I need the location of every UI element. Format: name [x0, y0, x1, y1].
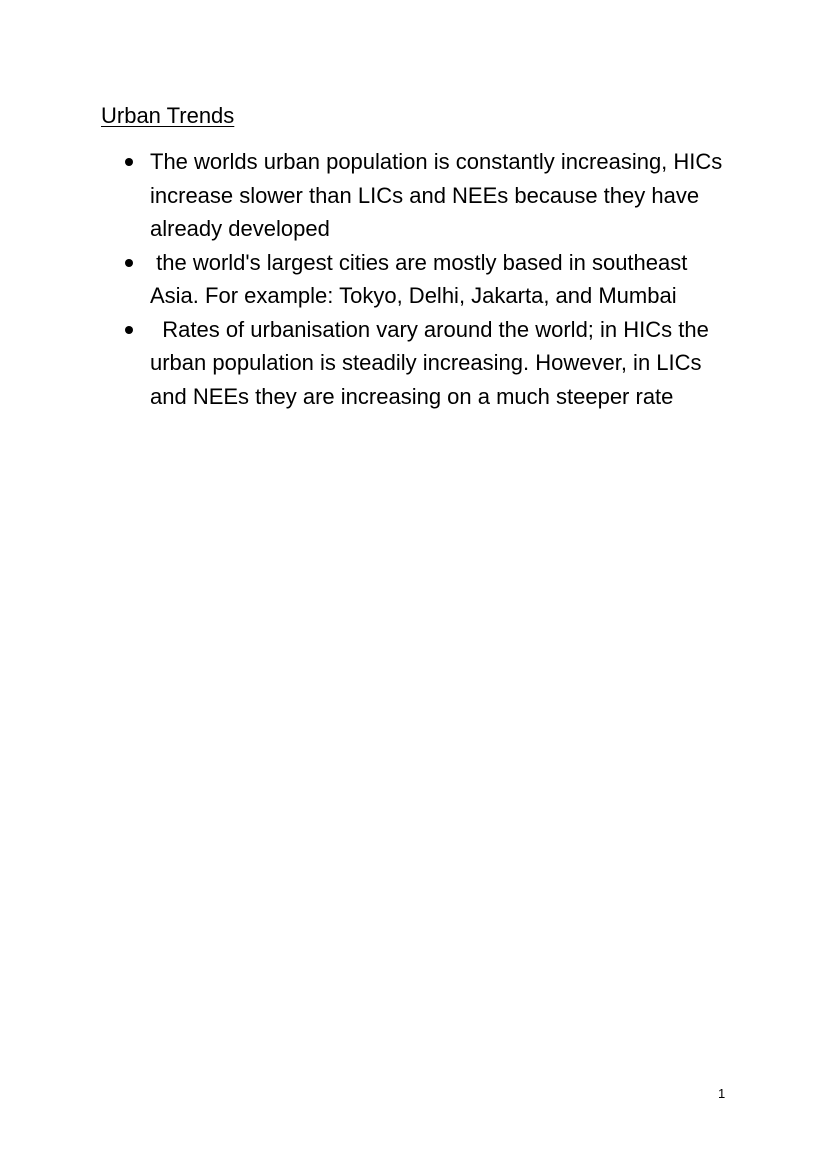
bullet-text: The worlds urban population is constantly increasing, HICs increase slower than LICs and NEEs because they have already developed: [150, 149, 723, 241]
bullet-text: the world's largest cities are mostly based in southeast Asia. For example: Tokyo, Delhi, Jakarta, and Mumbai: [150, 249, 693, 308]
section-heading: Urban Trends: [101, 103, 235, 128]
list-item: [100, 145, 740, 246]
list-item: [100, 313, 740, 414]
bullet-icon: [125, 158, 133, 166]
page-number: 1: [718, 1086, 726, 1101]
bullet-list: [100, 145, 740, 413]
bullet-icon: [125, 259, 133, 267]
bullet-icon: [125, 326, 133, 334]
list-item: [100, 246, 740, 313]
bullet-text: Rates of urbanisation vary around the world; in HICs the urban population is steadily increasing. However, in LICs and NEEs they are increasing on a much steeper rate: [150, 316, 715, 409]
